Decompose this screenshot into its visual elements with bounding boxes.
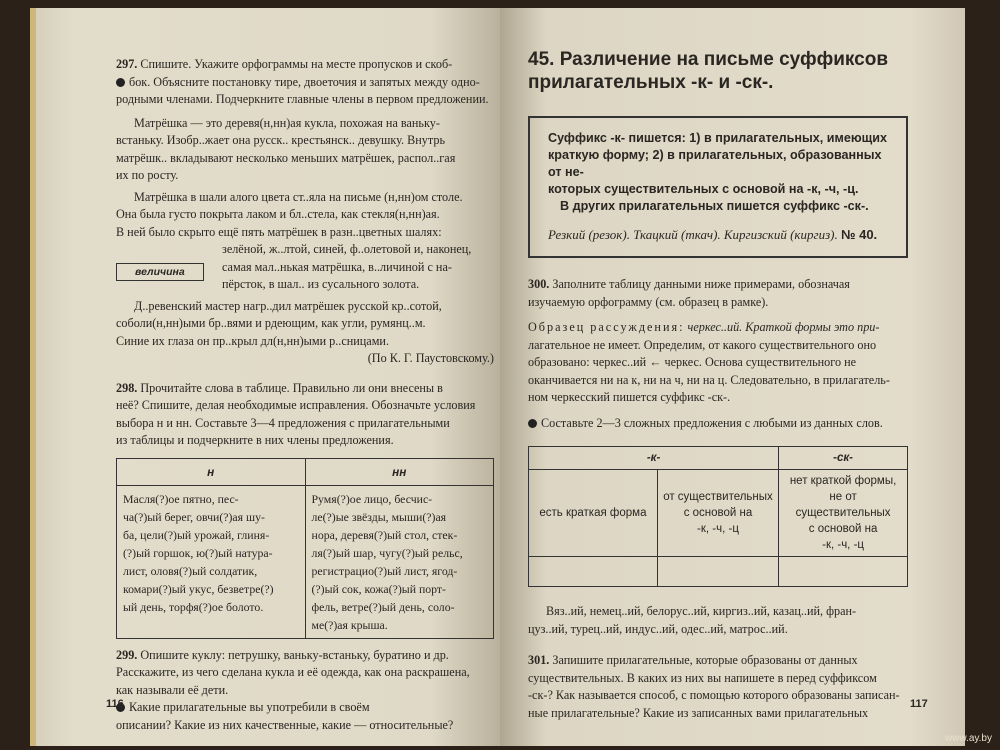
exercise-text: Спишите. Укажите орфограммы на месте пропусков и скоб- bbox=[140, 57, 453, 71]
table-cell-short-form: есть краткая форма bbox=[529, 470, 658, 557]
exercise-text: Прочитайте слова в таблице. Правильно ли они внесены в bbox=[140, 380, 443, 395]
cell-line: -к, -ч, -ц bbox=[822, 539, 864, 551]
section-title-line: 45. Различение на письме суффиксов bbox=[528, 49, 889, 70]
text-line: В ней было скрыто ещё пять матрёшек в разн..цветных шалях: bbox=[116, 224, 442, 239]
exercise-text: -ск-? Как называется способ, с помощью которого образованы записан- bbox=[528, 688, 900, 702]
table-header-n: н bbox=[117, 458, 306, 485]
cell-line: (?)ый сок, кожа(?)ый порт- bbox=[311, 581, 446, 596]
sample-text: образовано: черкес..ий ← черкес. Основа существительного не bbox=[528, 355, 857, 369]
rule-line: Суффикс -к- пишется: 1) в прилагательных, имеющих bbox=[548, 131, 887, 145]
right-column bbox=[528, 48, 908, 722]
cell-line: фель, ветре(?)ый день, соло- bbox=[311, 599, 455, 614]
exercise-text: Опишите куклу: петрушку, ваньку-встаньку, буратино и др. bbox=[140, 647, 449, 662]
bullet-icon bbox=[528, 419, 537, 428]
exercise-number: 300. bbox=[528, 277, 550, 291]
rule-box bbox=[528, 116, 908, 258]
rule-examples bbox=[548, 227, 892, 243]
exercise-number: 298. bbox=[116, 380, 138, 395]
sample-text: черкес..ий. Краткой формы это при- bbox=[687, 320, 880, 334]
cell-line: от существительных bbox=[663, 491, 773, 503]
cell-line: ле(?)ые звёзды, мыши(?)ая bbox=[311, 509, 447, 524]
cell-line: комари(?)ый укус, безветре(?) bbox=[123, 581, 274, 596]
text-line: встаньку. Изобр..жает она русск.. крестьянск.. девушку. Внутрь bbox=[116, 133, 446, 147]
exercise-text: из таблицы и подчеркните в них члены предложения. bbox=[116, 433, 394, 447]
boxed-text bbox=[222, 241, 494, 294]
sample-text: ном черкесский пишется суффикс -ск-. bbox=[528, 390, 731, 404]
rule-line: В других прилагательных пишется суффикс -ск-. bbox=[560, 199, 869, 213]
exercise-text: Запишите прилагательные, которые образованы от данных bbox=[552, 653, 858, 667]
table-cell-from-nouns bbox=[657, 470, 778, 557]
rule-examples-text: Резкий (резок). Ткацкий (ткач). Киргизский (киргиз). bbox=[548, 227, 838, 242]
cell-line: не от существительных bbox=[795, 491, 891, 519]
text-line: самая мал..нькая матрёшка, в..личиной с на- bbox=[222, 259, 452, 274]
rule-line: краткую форму; 2) в прилагательных, образованных от не- bbox=[548, 148, 882, 179]
table-empty-cell bbox=[779, 557, 908, 587]
text-with-box bbox=[116, 241, 494, 294]
text-paragraph-1 bbox=[116, 115, 494, 185]
section-title bbox=[528, 48, 908, 94]
sample-text: лагательное не имеет. Определим, от какого существительного оно bbox=[528, 337, 877, 352]
left-column bbox=[116, 56, 494, 734]
exercise-number: 297. bbox=[116, 57, 138, 71]
exercise-301 bbox=[528, 652, 908, 722]
boxed-word: величина bbox=[116, 263, 204, 281]
table-cell-nn bbox=[305, 485, 494, 638]
exercise-text: неё? Спишите, делая необходимые исправления. Обозначьте условия bbox=[116, 398, 476, 412]
text-line: Она была густо покрыта лаком и бл..стела, как стекля(н,нн)ая. bbox=[116, 207, 440, 221]
exercise-text: выбора н и нн. Составьте 3—4 предложения с прилагательными bbox=[116, 415, 450, 430]
page-number-right: 117 bbox=[910, 698, 928, 710]
text-line: Матрёшка в шали алого цвета ст..яла на письме (н,нн)ом столе. bbox=[134, 189, 463, 204]
sample-label: Образец рассуждения: bbox=[528, 320, 685, 334]
task-text: Составьте 2—3 сложных предложения с любыми из данных слов. bbox=[541, 415, 883, 430]
word-line: Вяз..ий, немец..ий, белорус..ий, киргиз..ий, казац..ий, фран- bbox=[546, 604, 857, 618]
sample-text: оканчивается ни на к, ни на ч, ни на ц. Следовательно, в прилагатель- bbox=[528, 372, 890, 387]
sample-reasoning bbox=[528, 319, 908, 407]
text-line: пёрсток, в шал.. из сусального золота. bbox=[222, 277, 420, 291]
exercise-text: описании? Какие из них качественные, какие — относительные? bbox=[116, 717, 454, 732]
section-title-line: прилагательных -к- и -ск-. bbox=[528, 72, 774, 93]
box-column bbox=[116, 241, 212, 285]
cell-line: -к, -ч, -ц bbox=[697, 523, 739, 535]
text-line: Синие их глаза он пр..крыл дл(н,нн)ыми р..сницами. bbox=[116, 333, 389, 348]
text-line: Д..ревенский мастер нагр..дил матрёшек русской кр..сотой, bbox=[134, 298, 442, 313]
cell-line: лист, оловя(?)ый солдатик, bbox=[123, 563, 258, 578]
table-empty-cell bbox=[529, 557, 658, 587]
exercise-number: 301. bbox=[528, 653, 550, 667]
exercise-text: Заполните таблицу данными ниже примерами, обозначая bbox=[552, 277, 850, 291]
exercise-299 bbox=[116, 647, 494, 735]
cell-line: Масля(?)ое пятно, пес- bbox=[123, 491, 239, 506]
k-sk-table bbox=[528, 446, 908, 587]
exercise-text: Расскажите, из чего сделана кукла и её одежда, как она раскрашена, bbox=[116, 665, 470, 679]
page-number-left: 116 bbox=[106, 698, 124, 710]
table-empty-cell bbox=[657, 557, 778, 587]
cell-line: ый день, торфя(?)ое болото. bbox=[123, 599, 264, 614]
n-nn-table bbox=[116, 458, 494, 639]
exercise-text: бок. Объясните постановку тире, двоеточия и запятых между одно- bbox=[129, 74, 480, 89]
cell-line: ля(?)ый шар, чугу(?)ый рельс, bbox=[311, 545, 463, 560]
right-page bbox=[500, 8, 965, 746]
word-line: цуз..ий, турец..ий, индус..ий, одес..ий, матрос..ий. bbox=[528, 621, 788, 636]
rule-line: которых существительных с основой на -к, -ч, -ц. bbox=[548, 182, 859, 196]
text-paragraph-3 bbox=[116, 298, 494, 368]
text-line: соболи(н,нн)ыми бр..вями и рдеющим, как угли, румянц..м. bbox=[116, 316, 426, 330]
text-paragraph-2 bbox=[116, 189, 494, 242]
watermark: www.ay.by bbox=[944, 733, 992, 744]
exercise-text: родными членами. Подчеркните главные члены в первом предложении. bbox=[116, 92, 489, 106]
bullet-icon bbox=[116, 78, 125, 87]
exercise-text: как называли её дети. bbox=[116, 682, 229, 697]
table-header-sk: -ск- bbox=[779, 447, 908, 470]
cell-line: нора, деревя(?)ый стол, стек- bbox=[311, 527, 458, 542]
exercise-text: ные прилагательные? Какие из записанных вами прилагательных bbox=[528, 705, 869, 720]
open-book bbox=[30, 8, 965, 746]
cell-line: ча(?)ый берег, овчи(?)ая шу- bbox=[123, 509, 265, 524]
cell-line: нет краткой формы, bbox=[789, 475, 897, 487]
cell-line: с основой на bbox=[808, 523, 878, 535]
cell-line: с основой на bbox=[683, 507, 753, 519]
cell-line: (?)ый горшок, ю(?)ый натура- bbox=[123, 545, 273, 560]
table-cell-other bbox=[779, 470, 908, 557]
text-line: их по росту. bbox=[116, 168, 179, 182]
left-page bbox=[30, 8, 500, 746]
rule-reference: № 40. bbox=[840, 227, 878, 242]
text-line: зелёной, ж..лтой, синей, ф..олетовой и, наконец, bbox=[222, 242, 472, 256]
exercise-text: существительных. В каких из них вы напишете в перед суффиксом bbox=[528, 670, 877, 685]
table-header-nn: нн bbox=[305, 458, 494, 485]
table-cell-n bbox=[117, 485, 306, 638]
cell-line: ме(?)ая крыша. bbox=[311, 617, 388, 632]
attribution: (По К. Г. Паустовскому.) bbox=[367, 351, 494, 365]
table-header-k: -к- bbox=[529, 447, 779, 470]
exercise-298 bbox=[116, 380, 494, 450]
cell-line: регистрацио(?)ый лист, ягод- bbox=[311, 563, 458, 578]
word-list bbox=[528, 603, 908, 638]
text-line: матрёшк.. вкладывают несколько меньших матрёшек, распол..гая bbox=[116, 150, 456, 165]
exercise-text: Какие прилагательные вы употребили в своём bbox=[129, 700, 370, 714]
cell-line: Румя(?)ое лицо, бесчис- bbox=[311, 491, 433, 506]
exercise-297 bbox=[116, 56, 494, 109]
exercise-text: изучаемую орфограмму (см. образец в рамке). bbox=[528, 294, 769, 309]
exercise-number: 299. bbox=[116, 647, 138, 662]
cell-line: ба, цели(?)ый урожай, глиня- bbox=[123, 527, 270, 542]
text-line: Матрёшка — это деревя(н,нн)ая кукла, похожая на ваньку- bbox=[134, 115, 440, 130]
exercise-300 bbox=[528, 276, 908, 311]
